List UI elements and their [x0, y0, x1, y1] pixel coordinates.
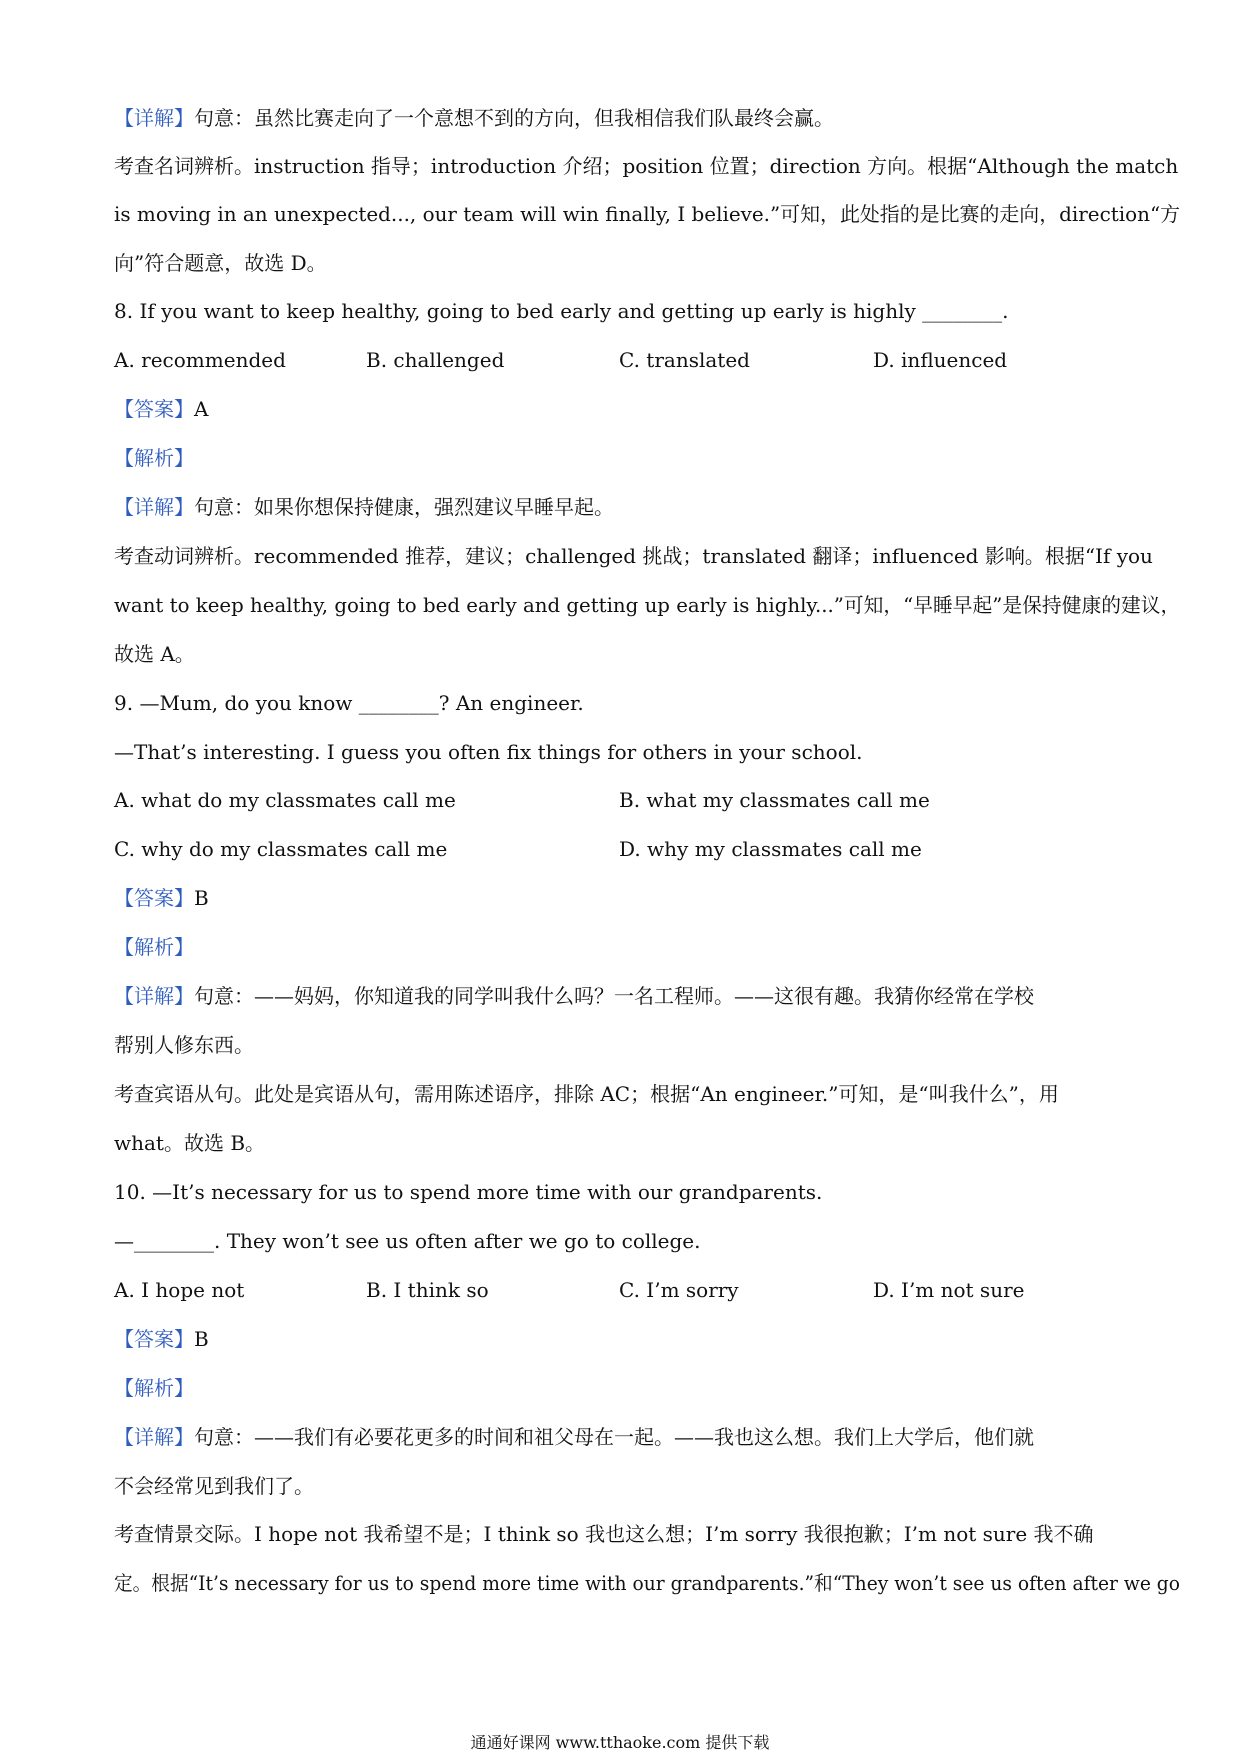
option-d: D. influenced [873, 348, 1008, 372]
analysis-line: 考查名词辨析。instruction 指导；introduction 介绍；position 位置；direction 方向。根据“Although the match [114, 154, 1179, 178]
analysis-line: 考查情景交际。I hope not 我希望不是；I think so 我也这么想；I’m sorry 我很抱歉；I’m not sure 我不确 [114, 1522, 1094, 1546]
analysis-label: 【解析】 [114, 935, 194, 959]
question-stem: 8. If you want to keep healthy, going to bed early and getting up early is highly ________. [114, 299, 1009, 323]
option-a: A. recommended [114, 348, 286, 372]
analysis-line: what。故选 B。 [114, 1131, 266, 1155]
answer-label: 【答案】 [114, 397, 194, 421]
detail-line [114, 105, 834, 131]
option-b: B. I think so [366, 1278, 489, 1302]
answer-value: A [194, 397, 209, 421]
answer-value: B [194, 1327, 209, 1351]
detail-line: 帮别人修东西。 [114, 1033, 254, 1057]
analysis-line: want to keep healthy, going to bed early and getting up early is highly...”可知，“早睡早起”是保持健康的建议， [114, 593, 1181, 617]
detail-line: 不会经常见到我们了。 [114, 1474, 314, 1498]
analysis-line: 故选 A。 [114, 642, 195, 666]
detail-text: 句意：虽然比赛走向了一个意想不到的方向，但我相信我们队最终会赢。 [194, 106, 834, 130]
analysis-line: 向”符合题意，故选 D。 [114, 251, 327, 275]
option-c: C. translated [619, 348, 750, 372]
detail-line [114, 494, 614, 520]
analysis-line: is moving in an unexpected..., our team will win finally, I believe.”可知，此处指的是比赛的走向，direction“方 [114, 202, 1181, 226]
analysis-line: 考查动词辨析。recommended 推荐，建议；challenged 挑战；translated 翻译；influenced 影响。根据“If you [114, 544, 1153, 568]
answer-line [114, 885, 209, 911]
answer-line [114, 1326, 209, 1352]
answer-line [114, 396, 208, 422]
detail-text: 句意：——妈妈，你知道我的同学叫我什么吗？一名工程师。——这很有趣。我猜你经常在学校 [194, 984, 1034, 1008]
option-a: A. what do my classmates call me [114, 788, 456, 812]
question-stem: 9. —Mum, do you know ________? An engineer. [114, 691, 584, 715]
option-b: B. what my classmates call me [619, 788, 930, 812]
detail-text: 句意：——我们有必要花更多的时间和祖父母在一起。——我也这么想。我们上大学后，他们就 [194, 1425, 1034, 1449]
detail-line [114, 983, 1034, 1009]
answer-value: B [194, 886, 209, 910]
question-stem: 10. —It’s necessary for us to spend more time with our grandparents. [114, 1180, 823, 1204]
analysis-line: 定。根据“It’s necessary for us to spend more time with our grandparents.”和“They won’t see us often after we go [114, 1571, 1180, 1595]
option-d: D. I’m not sure [873, 1278, 1025, 1302]
question-stem: —That’s interesting. I guess you often fix things for others in your school. [114, 740, 863, 764]
answer-label: 【答案】 [114, 1327, 194, 1351]
question-stem: —________. They won’t see us often after we go to college. [114, 1229, 701, 1253]
analysis-label: 【解析】 [114, 1376, 194, 1400]
detail-label: 【详解】 [114, 495, 194, 519]
option-c: C. why do my classmates call me [114, 837, 448, 861]
option-a: A. I hope not [114, 1278, 245, 1302]
detail-label: 【详解】 [114, 1425, 194, 1449]
page-footer: 通通好课网 www.tthaoke.com 提供下载 [470, 1733, 770, 1752]
detail-label: 【详解】 [114, 984, 194, 1008]
option-b: B. challenged [366, 348, 505, 372]
analysis-line: 考查宾语从句。此处是宾语从句，需用陈述语序，排除 AC；根据“An engineer.”可知，是“叫我什么”，用 [114, 1082, 1059, 1106]
option-d: D. why my classmates call me [619, 837, 922, 861]
detail-line [114, 1424, 1034, 1450]
detail-text: 句意：如果你想保持健康，强烈建议早睡早起。 [194, 495, 614, 519]
option-c: C. I’m sorry [619, 1278, 739, 1302]
detail-label: 【详解】 [114, 106, 194, 130]
answer-label: 【答案】 [114, 886, 194, 910]
analysis-label: 【解析】 [114, 446, 194, 470]
